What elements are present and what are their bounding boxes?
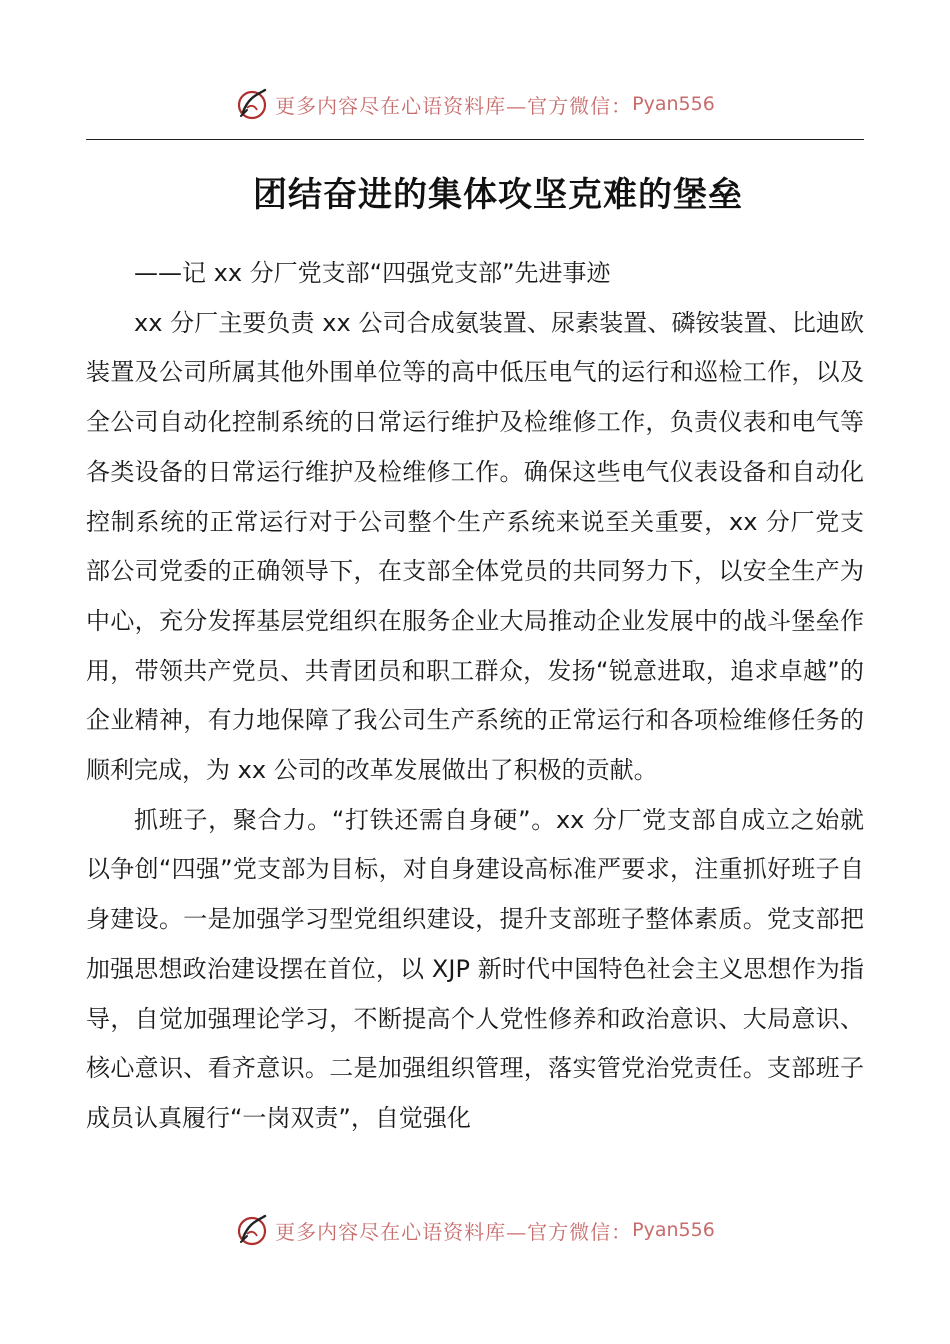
footer-banner	[0, 1210, 950, 1250]
body-paragraph: xx 分厂主要负责 xx 公司合成氨装置、尿素装置、磷铵装置、比迪欧装置及公司所属其他外围单位等的高中低压电气的运行和巡检工作，以及全公司自动化控制系统的日常运行维护及检维修工作，负责仪表和电气等各类设备的日常运行维护及检维修工作。确保这些电气仪表设备和自动化控制系统的正常运行对于公司整个生产系统来说至关重要，xx 分厂党支部公司党委的正确领导下，在支部全体党员的共同努力下，以安全生产为中心，充分发挥基层党组织在服务企业大局推动企业发展中的战斗堡垒作用，带领共产党员、共青团员和职工群众，发扬“锐意进取，追求卓越”的企业精神，有力地保障了我公司生产系统的正常运行和各项检维修任务的顺利完成，为 xx 公司的改革发展做出了积极的贡献。	[86, 308, 864, 785]
pen-swirl-logo-icon	[235, 1212, 271, 1248]
body-paragraph: 抓班子，聚合力。“打铁还需自身硬”。xx 分厂党支部自成立之始就以争创“四强”党支部为目标，对自身建设高标准严要求，注重抓好班子自身建设。一是加强学习型党组织建设，提升支部班子整体素质。党支部把加强思想政治建设摆在首位，以 XJP 新时代中国特色社会主义思想作为指导，自觉加强理论学习，不断提高个人党性修养和政治意识、大局意识、核心意识、看齐意识。二是加强组织管理，落实管党治党责任。支部班子成员认真履行“一岗双责”，自觉强化	[86, 805, 864, 1132]
footer-wechat-id: Pyan556	[632, 1219, 715, 1241]
document-title: 团结奋进的集体攻坚克难的堡垒	[253, 175, 743, 215]
header-banner	[0, 84, 950, 124]
header-banner-text: 更多内容尽在心语资料库—官方微信：	[275, 93, 633, 118]
document-body	[86, 249, 864, 1144]
header-divider	[86, 139, 864, 140]
document-subtitle: ——记 xx 分厂党支部“四强党支部”先进事迹	[134, 259, 611, 287]
header-wechat-id: Pyan556	[632, 93, 715, 115]
footer-banner-text: 更多内容尽在心语资料库—官方微信：	[275, 1219, 633, 1244]
pen-swirl-logo-icon	[235, 86, 271, 122]
